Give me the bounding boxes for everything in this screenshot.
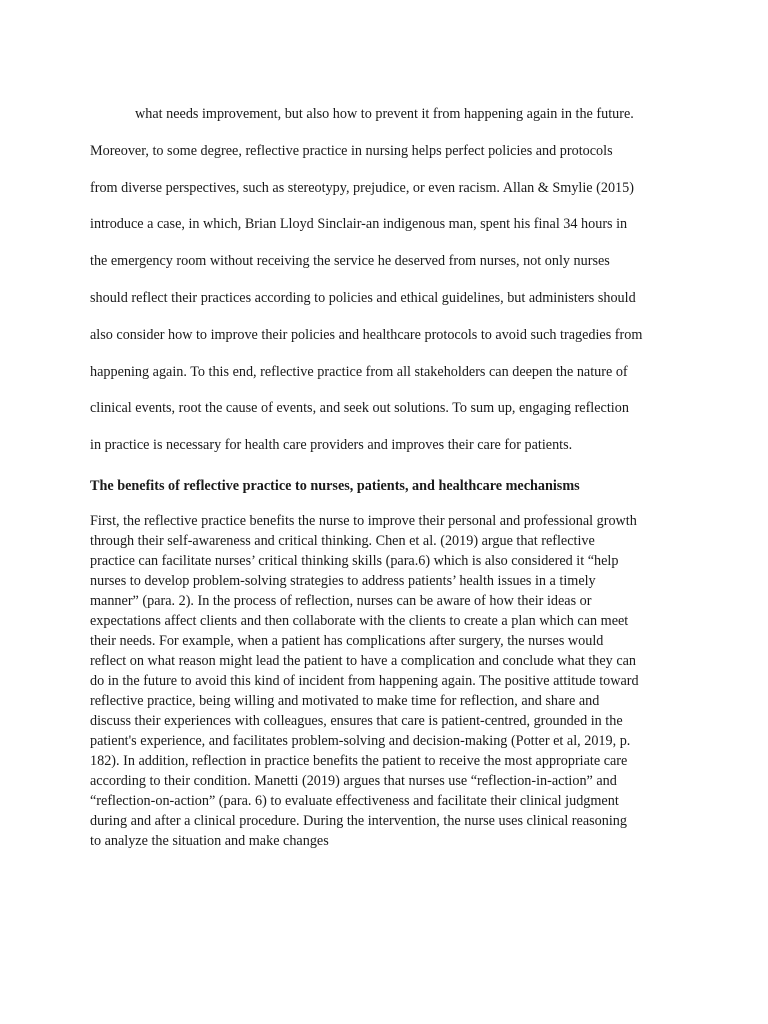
text-line: clinical events, root the cause of events, and seek out solutions. To sum up, engaging reflection bbox=[90, 400, 629, 417]
section-heading: The benefits of reflective practice to nurses, patients, and healthcare mechanisms bbox=[90, 478, 580, 494]
text-line: through their self-awareness and critical thinking. Chen et al. (2019) argue that reflective bbox=[90, 533, 595, 549]
text-line: expectations affect clients and then collaborate with the clients to create a plan which can meet bbox=[90, 613, 629, 629]
text-line: what needs improvement, but also how to prevent it from happening again in the future. bbox=[135, 106, 634, 122]
text-line: First, the reflective practice benefits the nurse to improve their personal and professional growth bbox=[90, 513, 637, 529]
text-line: should reflect their practices according to policies and ethical guidelines, but administers should bbox=[90, 289, 636, 306]
text-line: from diverse perspectives, such as stereotypy, prejudice, or even racism. Allan & Smylie (2015) bbox=[90, 179, 634, 196]
text-line: manner” (para. 2). In the process of reflection, nurses can be aware of how their ideas or bbox=[90, 593, 592, 609]
text-line: in practice is necessary for health care providers and improves their care for patients. bbox=[90, 437, 573, 454]
text-line: do in the future to avoid this kind of incident from happening again. The positive attitude toward bbox=[90, 673, 639, 689]
section-paragraph bbox=[90, 511, 690, 851]
text-line: according to their condition. Manetti (2019) argues that nurses use “reflection-in-action” and bbox=[90, 773, 617, 789]
text-line: practice can facilitate nurses’ critical thinking skills (para.6) which is also considered it “help bbox=[90, 553, 619, 569]
text-line: to analyze the situation and make changes bbox=[90, 833, 329, 849]
text-line: the emergency room without receiving the service he deserved from nurses, not only nurses bbox=[90, 253, 610, 270]
text-line: Moreover, to some degree, reflective practice in nursing helps perfect policies and protocols bbox=[90, 142, 613, 159]
text-line: reflective practice, being willing and motivated to make time for reflection, and share and bbox=[90, 693, 600, 709]
text-line: discuss their experiences with colleagues, ensures that care is patient-centred, grounded in the bbox=[90, 713, 623, 729]
text-line: 182). In addition, reflection in practice benefits the patient to receive the most appropriate care bbox=[90, 753, 628, 769]
text-line: introduce a case, in which, Brian Lloyd Sinclair-an indigenous man, spent his final 34 hours in bbox=[90, 216, 628, 233]
text-line: also consider how to improve their policies and healthcare protocols to avoid such tragedies from bbox=[90, 326, 643, 343]
continued-paragraph bbox=[90, 104, 690, 472]
text-line: their needs. For example, when a patient has complications after surgery, the nurses would bbox=[90, 633, 604, 649]
text-line: reflect on what reason might lead the patient to have a complication and conclude what they can bbox=[90, 653, 637, 669]
text-line: “reflection-on-action” (para. 6) to evaluate effectiveness and facilitate their clinical judgment bbox=[90, 793, 619, 809]
text-line: happening again. To this end, reflective practice from all stakeholders can deepen the nature of bbox=[90, 363, 628, 380]
text-line: during and after a clinical procedure. During the intervention, the nurse uses clinical reasoning bbox=[90, 813, 627, 829]
text-line: patient's experience, and facilitates problem-solving and decision-making (Potter et al, 2019, p. bbox=[90, 733, 631, 749]
text-line: nurses to develop problem-solving strategies to address patients’ health issues in a timely bbox=[90, 573, 596, 589]
